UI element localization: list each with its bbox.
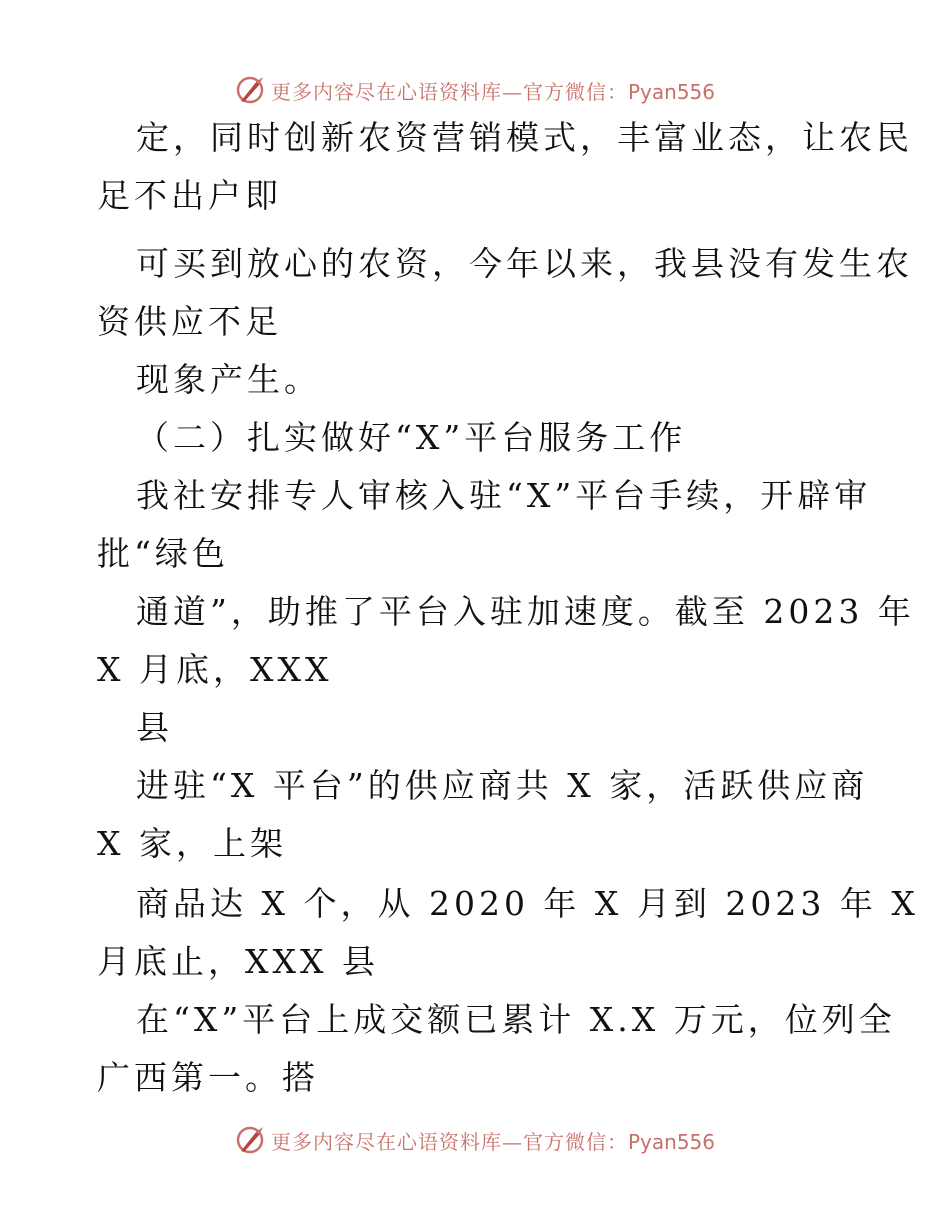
text-line: 在“X”平台上成交额已累计 X.X 万元，位列全 [136,1000,896,1039]
quill-pen-logo-icon [235,75,265,105]
text-line: 定，同时创新农资营销模式，丰富业态，让农民 [136,118,913,157]
text-line: 我社安排专人审核入驻“X”平台手续，开辟审 [136,476,872,515]
text-line: 通道”，助推了平台入驻加速度。截至 2023 年 [136,592,915,631]
section-heading: （二）扎实做好“X”平台服务工作 [136,418,687,457]
text-line: 可买到放心的农资，今年以来，我县没有发生农 [136,244,913,283]
text-line: 足不出户即 [97,176,282,215]
text-line: 广西第一。搭 [97,1058,319,1097]
text-line: 商品达 X 个，从 2020 年 X 月到 2023 年 X [136,884,919,923]
quill-pen-logo-icon [235,1125,265,1155]
text-line: 现象产生。 [136,360,321,399]
footer-banner [0,1120,950,1160]
header-banner-text: 更多内容尽在心语资料库—官方微信：Pyan556 [270,79,715,104]
wechat-handle: Pyan556 [627,79,715,104]
text-line: X 家，上架 [97,824,287,863]
text-line: 批“绿色 [97,534,229,573]
text-line: 月底止，XXX 县 [97,942,379,981]
text-line: 县 [136,708,173,747]
text-line: X 月底，XXX [97,650,333,689]
wechat-handle: Pyan556 [627,1129,715,1154]
text-line: 资供应不足 [97,302,282,341]
footer-banner-text: 更多内容尽在心语资料库—官方微信：Pyan556 [270,1129,715,1154]
header-banner [0,70,950,110]
text-line: 进驻“X 平台”的供应商共 X 家，活跃供应商 [136,766,869,805]
